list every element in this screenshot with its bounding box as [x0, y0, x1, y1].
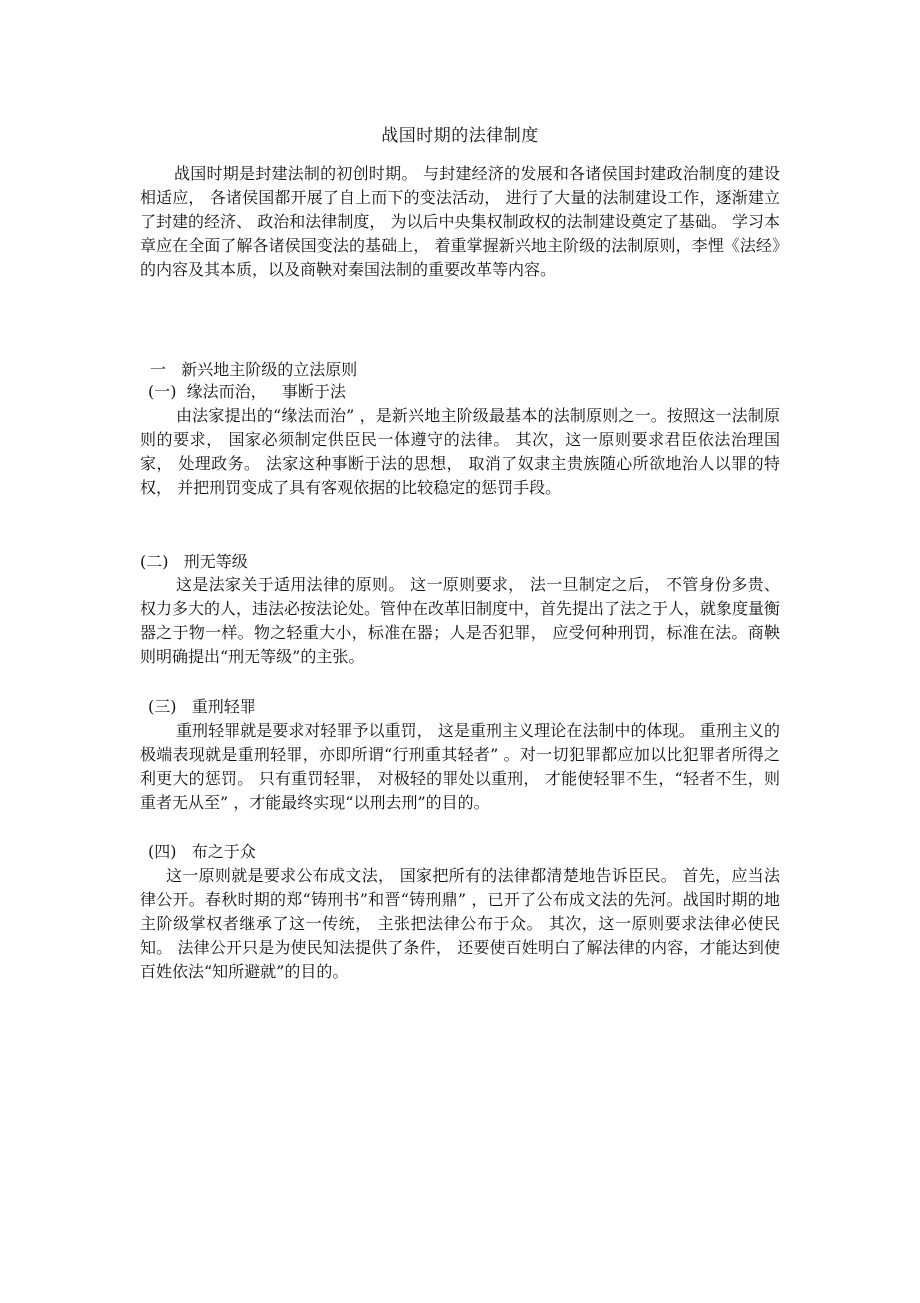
subsection-paragraph-1: 由法家提出的“缘法而治” ，是新兴地主阶级最基本的法制原则之一。按照这一法制原则的要求， 国家必须制定供臣民一体遵守的法律。 其次，这一原则要求君臣依法治理国家， 处理政务。 法家这种事断于法的思想， 取消了奴隶主贵族随心所欲地治人以罪的特权， 并把刑罚变成了具有客观依据的比较稳定的惩罚手段。 [140, 406, 780, 497]
subsection-heading-3: (三) 重刑轻罪 [148, 697, 256, 716]
subsection-paragraph-3: 重刑轻罪就是要求对轻罪予以重罚， 这是重刑主义理论在法制中的体现。 重刑主义的极端表现就是重刑轻罪，亦即所谓“行刑重其轻者” 。对一切犯罪都应加以比犯罪者所得之利更大的惩罚。 只有重罚轻罪， 对极轻的罪处以重刑， 才能使轻罪不生，“轻者不生，则重者无从至” ，才能最终实现“以刑去刑”的目的。 [140, 721, 780, 812]
subsection-heading-1: (一) 缘法而治， 事断于法 [148, 382, 346, 401]
subsection-paragraph-2: 这是法家关于适用法律的原则。 这一原则要求， 法一旦制定之后， 不管身份多贵、权力多大的人，违法必按法论处。管仲在改革旧制度中，首先提出了法之于人，就象度量衡器之于物一样。物之轻重大小，标准在器；人是否犯罪， 应受何种刑罚，标准在法。商鞅则明确提出“刑无等级”的主张。 [140, 575, 781, 666]
subsection-heading-2: (二) 刑无等级 [140, 552, 248, 571]
section-heading: 一 新兴地主阶级的立法原则 [150, 360, 358, 379]
subsection-heading-4: (四) 布之于众 [148, 842, 256, 861]
intro-paragraph: 战国时期是封建法制的初创时期。 与封建经济的发展和各诸侯国封建政治制度的建设相适应， 各诸侯国都开展了自上而下的变法活动， 进行了大量的法制建设工作，逐渐建立了封建的经济、 政治和法律制度， 为以后中央集权制政权的法制建设奠定了基础。 学习本章应在全面了解各诸侯国变法的基础上， 着重掌握新兴地主阶级的法制原则，李悝《法经》的内容及其本质，以及商鞅对秦国法制的重要改革等内容。 [140, 164, 780, 279]
subsection-paragraph-4: 这一原则就是要求公布成文法， 国家把所有的法律都清楚地告诉臣民。 首先，应当法律公开。春秋时期的郑“铸刑书”和晋“铸刑鼎” ，已开了公布成文法的先河。战国时期的地主阶级掌权者继承了这一传统， 主张把法律公布于众。 其次，这一原则要求法律必使民知。 法律公开只是为使民知法提供了条件， 还要使百姓明白了解法律的内容，才能达到使百姓依法“知所避就”的目的。 [140, 866, 780, 981]
document-title: 战国时期的法律制度 [381, 126, 539, 146]
